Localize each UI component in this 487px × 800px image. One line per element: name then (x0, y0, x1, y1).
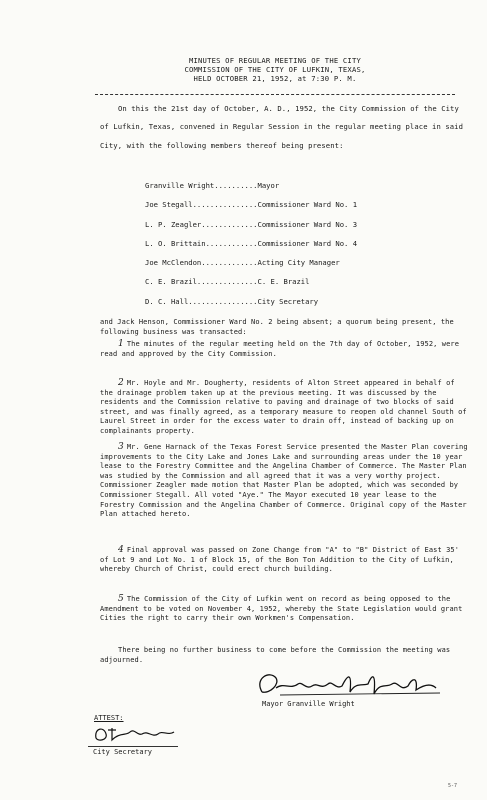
item-number: 5 (118, 594, 124, 604)
page-number: 5-7 (448, 783, 458, 789)
roster-row: D. C. Hall................City Secretary (145, 296, 319, 306)
clerk-signature-line (88, 746, 178, 747)
minutes-item-3 (100, 443, 470, 520)
item-text: Final approval was passed on Zone Change from "A" to "B" District of East 35' of Lot 9 and Lot No. 1 of Block 15, of the Bon Ton Addition to the City of Lufkin, whereby Church of Christ, could erect church building. (100, 546, 460, 574)
clerk-signature (90, 722, 185, 744)
item-number: 3 (118, 442, 124, 452)
item-text: The minutes of the regular meeting held on the 7th day of October, 1952, were read and approved by the City Commission. (100, 340, 460, 358)
roster-row: C. E. Brazil..............C. E. Brazil (145, 277, 310, 287)
intro-paragraph: On this the 21st day of October, A. D., 1952, the City Commission of the City of Lufkin, Texas, convened in Regular Session in the regular meeting place in said City, with the following members thereof being present: (100, 104, 464, 150)
roster-row: L. P. Zeagler.............Commissioner Ward No. 3 (145, 219, 358, 229)
minutes-item-5 (100, 595, 470, 624)
attest-label: ATTEST: (94, 714, 124, 722)
item-number: 1 (118, 339, 124, 349)
item-number: 2 (118, 378, 124, 388)
roster-row: Joe McClendon.............Acting City Manager (145, 258, 340, 268)
item-text: Mr. Hoyle and Mr. Dougherty, residents of Alton Street appeared in behalf of the drainage problem taken up at the previous meeting. It was discussed by the residents and the Commission relative to paving and drainage of two blocks of said street, and was finally agreed, as a temporary measure to reopen old channel South of Laurel Street in order for the excess water to drain off, instead of backing up on complainants property. (100, 379, 467, 435)
minutes-item-1 (100, 340, 470, 359)
mayor-label: Mayor Granville Wright (262, 700, 355, 708)
heading-line-3: HELD OCTOBER 21, 1952, at 7:30 P. M. (193, 74, 357, 83)
minutes-item-4 (100, 546, 470, 575)
separator-line (95, 94, 455, 95)
absence-paragraph: and Jack Henson, Commissioner Ward No. 2 being absent; a quorum being present, the following business was transacted: (100, 318, 454, 336)
minutes-item-2 (100, 379, 470, 437)
item-number: 4 (118, 545, 124, 555)
clerk-label: City Secretary (93, 748, 153, 756)
roster-row: L. O. Brittain............Commissioner Ward No. 4 (145, 238, 358, 248)
heading-line-2: COMMISSION OF THE CITY OF LUFKIN, TEXAS, (184, 65, 366, 74)
mayor-signature (240, 668, 470, 702)
roster-row: Granville Wright..........Mayor (145, 181, 280, 190)
roster-row: Joe Stegall...............Commissioner Ward No. 1 (145, 200, 358, 210)
closing-paragraph: There being no further business to come before the Commission the meeting was adjourned. (100, 646, 451, 664)
item-text: The Commission of the City of Lufkin went on record as being opposed to the Amendment to be voted on November 4, 1952, whereby the State Legislation would grant Cities the right to carry their own Workmen's Compensation. (100, 595, 463, 623)
members-roster (145, 176, 445, 311)
item-text: Mr. Gene Harnack of the Texas Forest Service presented the Master Plan covering improvements to the City Lake and Jones Lake and surrounding areas under the 10 year lease to the Forestry Committee and the Angelina Chamber of Commerce. The Master Plan was studied by the Commission and all agreed that it was a very worthy project. Commissioner Zeagler made motion that Master Plan be adopted, which was seconded by Commissioner Stegall. All voted "Aye." The Mayor executed 10 year lease to the Forestry Commission and the Angelina Chamber of Commerce. Original copy of the Master Plan attached hereto. (100, 443, 468, 519)
heading-line-1: MINUTES OF REGULAR MEETING OF THE CITY (188, 56, 362, 65)
